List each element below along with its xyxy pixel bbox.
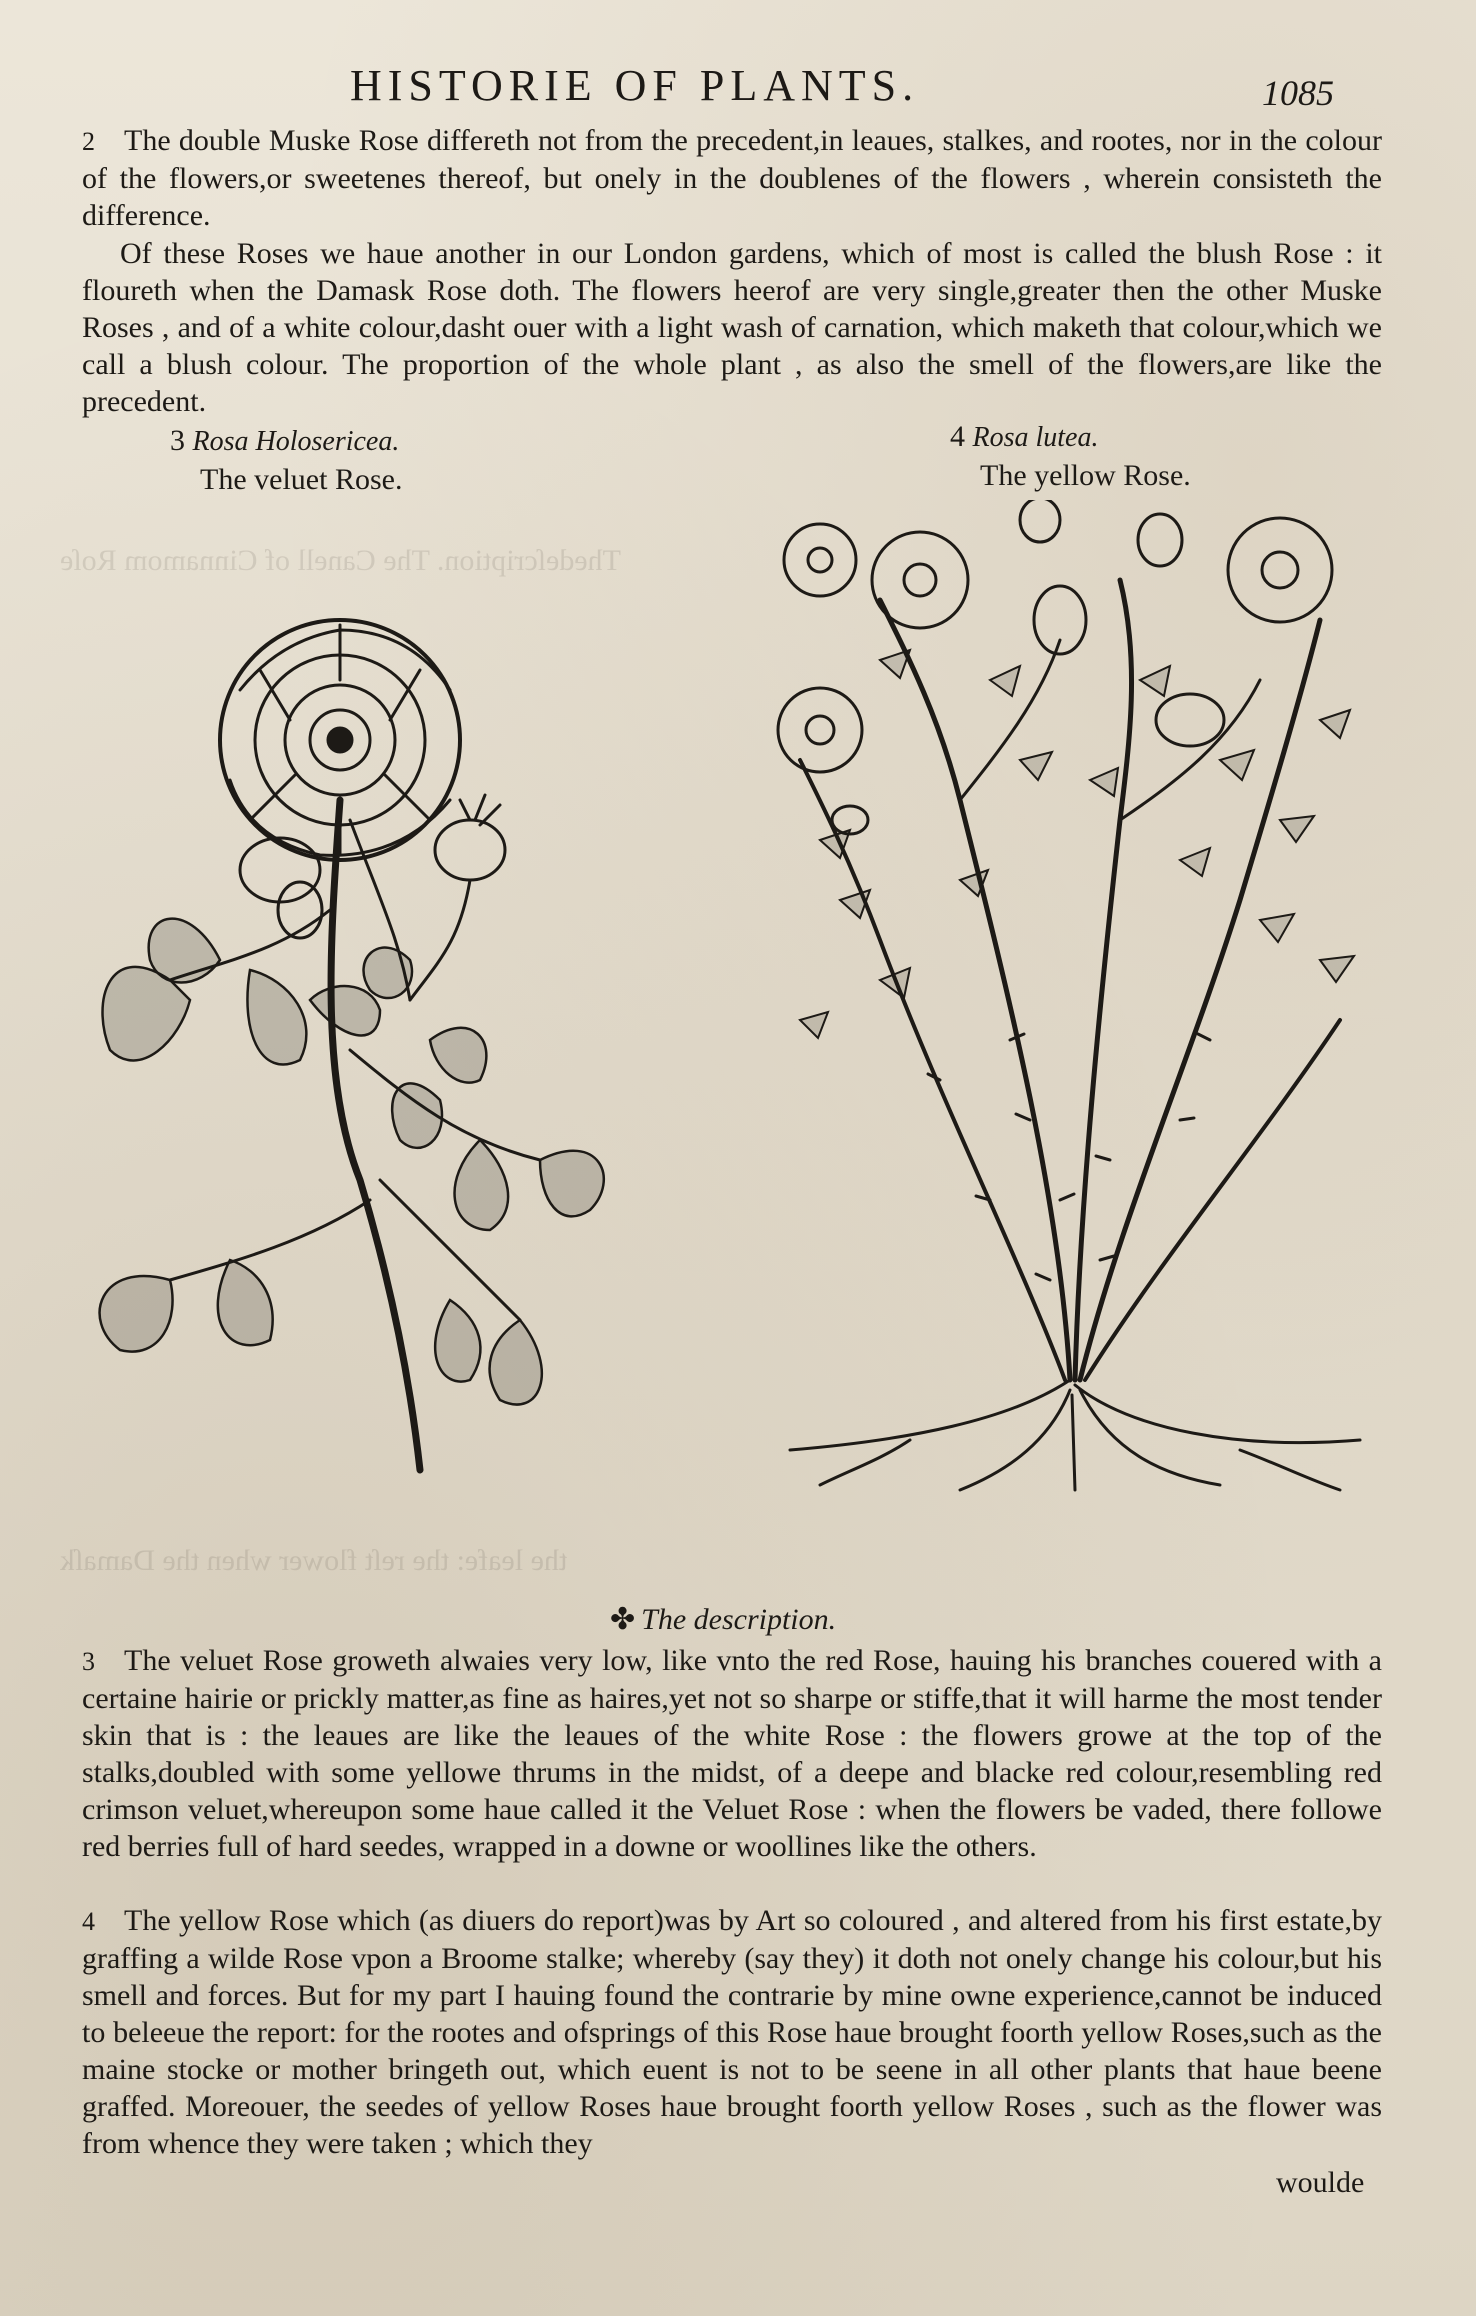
figure-latin-name: Rosa lutea.: [972, 422, 1099, 453]
figure-number: 3: [170, 424, 185, 457]
paragraph-text: The veluet Rose groweth alwaies very low, like vnto the red Rose, hauing his branches couered with a certaine hairie or prickly matter,as fine as haires,yet not so sharpe or stiffe,that it will harme the most tender skin that is : the leaues are like the leaues of the white Rose : the flowers growe at the top of the stalks,doubled with some yellowe thrums in the midst, of a deepe and blacke red colour,resembling red crimson veluet,whereupon some haue called it the Veluet Rose : when the flowers be vaded, there followe red berries full of hard seedes, wrapped in a downe or woollines like the others.: [82, 1644, 1382, 1863]
figure-english-name: The yellow Rose.: [980, 459, 1191, 492]
section-heading-text: The description.: [641, 1603, 837, 1636]
paragraph-text: The yellow Rose which (as diuers do report)was by Art so coloured , and altered from his first estate,by graffing a wilde Rose vpon a Broome stalke; whereby (say they) it doth not onely change his colour,but his smell and forces. But for my part I hauing found the contrarie by mine owne experience,cannot be induced to beleeue the report: for the rootes and ofsprings of this Rose haue brought foorth yellow Roses,such as the maine stocke or mother bringeth out, which euent is not to be seene in all other plants that haue beene graffed. Moreouer, the seedes of yellow Roses haue brought foorth yellow Roses , such as the flower was from whence they were taken ; which they: [82, 1904, 1382, 2160]
bleed-through-text: Thedeſcription. The Canell of Cinnamom Roſe: [60, 544, 621, 577]
figure-caption-yellow-rose: [950, 418, 1191, 495]
paragraph-text: Of these Roses we haue another in our London gardens, which of most is called the blush Rose : it floureth when the Damask Rose doth. The flowers heerof are very single,greater then the other Muske Roses , and of a white colour,dasht ouer with a light wash of carnation, which maketh that colour,which we call a blush colour. The proportion of the whole plant , as also the smell of the flowers,are like the precedent.: [82, 237, 1382, 418]
description-velvet-rose: [82, 1642, 1382, 1865]
paragraph-number: 3: [82, 1647, 95, 1676]
figure-number: 4: [950, 420, 965, 453]
fleuron-icon: ✤: [610, 1603, 636, 1636]
paragraph-text: The double Muske Rose differeth not from the precedent,in leaues, stalkes, and rootes, nor in the colour of the flowers,or sweetenes thereof, but onely in the doublenes of the flowers , wherein consisteth the difference.: [82, 124, 1382, 232]
figure-english-name: The veluet Rose.: [200, 463, 403, 496]
figure-caption-velvet-rose: [170, 422, 402, 499]
description-yellow-rose: [82, 1902, 1382, 2162]
paragraph-number: 4: [82, 1907, 95, 1936]
yellow-rose-woodcut: [760, 500, 1380, 1500]
catchword: woulde: [1276, 2166, 1365, 2199]
section-heading: [610, 1602, 836, 1637]
page-number: 1085: [1262, 73, 1334, 113]
paragraph-double-muske-rose: [82, 122, 1382, 234]
running-title: HISTORIE OF PLANTS.: [350, 61, 920, 110]
paragraph-number: 2: [82, 127, 95, 156]
bleed-through-text: the leafe: the reſt flower when the Damaſk: [60, 1544, 568, 1577]
paragraph-blush-rose: [82, 235, 1382, 420]
page-header: [0, 50, 1476, 113]
velvet-rose-woodcut: [80, 580, 680, 1480]
figure-latin-name: Rosa Holosericea.: [192, 426, 400, 457]
